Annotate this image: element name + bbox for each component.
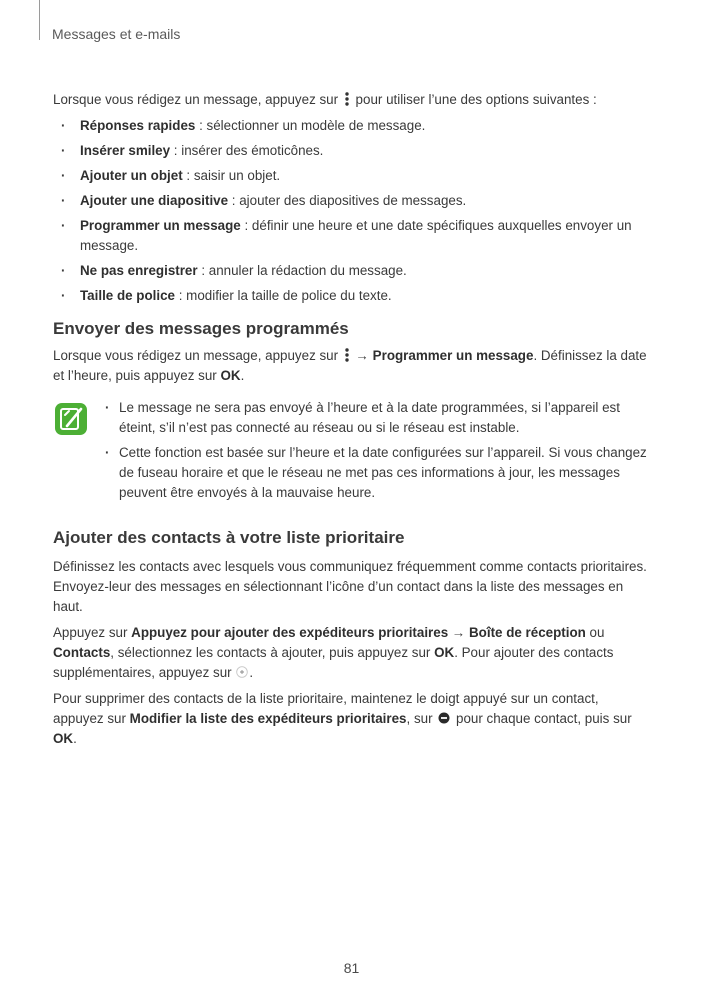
priority-paragraph-2: Appuyez sur Appuyez pour ajouter des expéditeurs prioritaires → Boîte de réception ou Contacts, sélectionnez les contacts à ajouter, puis appuyez sur OK. Pour ajouter des contacts supplémentaires, appuyez sur .: [53, 625, 614, 680]
page-number: 81: [343, 960, 360, 976]
note-icon: [54, 402, 88, 436]
list-item: · Réponses rapides : sélectionner un modèle de message.: [53, 116, 647, 136]
list-item: · Programmer un message : définir une heure et une date spécifiques auxquelles envoyer un message.: [53, 216, 647, 256]
scheduled-paragraph: Lorsque vous rédigez un message, appuyez sur → Programmer un message. Définissez la date et l’heure, puis appuyez sur OK.: [53, 348, 647, 383]
list-item: · Cette fonction est basée sur l’heure et la date configurées sur l’appareil. Si vous changez de fuseau horaire et que le réseau ne met pas ces informations à jour, les messages peuvent être envoyés à la mauvaise heure.: [119, 443, 647, 503]
priority-paragraph-1: Définissez les contacts avec lesquels vous communiquez fréquemment comme contacts prioritaires. Envoyez-leur des messages en sélectionnant l’icône d’un contact dans la liste des messages en haut.: [53, 559, 647, 614]
priority-paragraph-3: Pour supprimer des contacts de la liste prioritaire, maintenez le doigt appuyé sur un contact, appuyez sur Modifier la liste des expéditeurs prioritaires, sur pour chaque contact, puis sur OK.: [53, 691, 632, 746]
header-rule: [39, 0, 40, 40]
list-item: · Ajouter un objet : saisir un objet.: [53, 166, 647, 186]
more-options-icon: [344, 348, 350, 362]
list-item: · Insérer smiley : insérer des émoticônes.: [53, 141, 647, 161]
note-box: [53, 398, 647, 503]
intro-paragraph: Lorsque vous rédigez un message, appuyez sur pour utiliser l’une des options suivantes :: [53, 92, 597, 107]
add-contact-icon: [236, 666, 248, 678]
options-list: [53, 116, 647, 306]
list-item: · Ajouter une diapositive : ajouter des diapositives de messages.: [53, 191, 647, 211]
section-title: Messages et e-mails: [52, 26, 181, 42]
page-content: [53, 90, 647, 755]
more-options-icon: [344, 92, 350, 106]
list-item: · Ne pas enregistrer : annuler la rédaction du message.: [53, 261, 647, 281]
remove-icon: [438, 712, 450, 724]
list-item: · Taille de police : modifier la taille de police du texte.: [53, 286, 647, 306]
priority-heading: Ajouter des contacts à votre liste prioritaire: [53, 528, 405, 547]
notes-list: [119, 398, 647, 503]
scheduled-heading: Envoyer des messages programmés: [53, 319, 349, 338]
list-item: · Le message ne sera pas envoyé à l’heure et à la date programmées, si l’appareil est éteint, s’il n’est pas connecté au réseau ou si le réseau est instable.: [119, 398, 647, 438]
